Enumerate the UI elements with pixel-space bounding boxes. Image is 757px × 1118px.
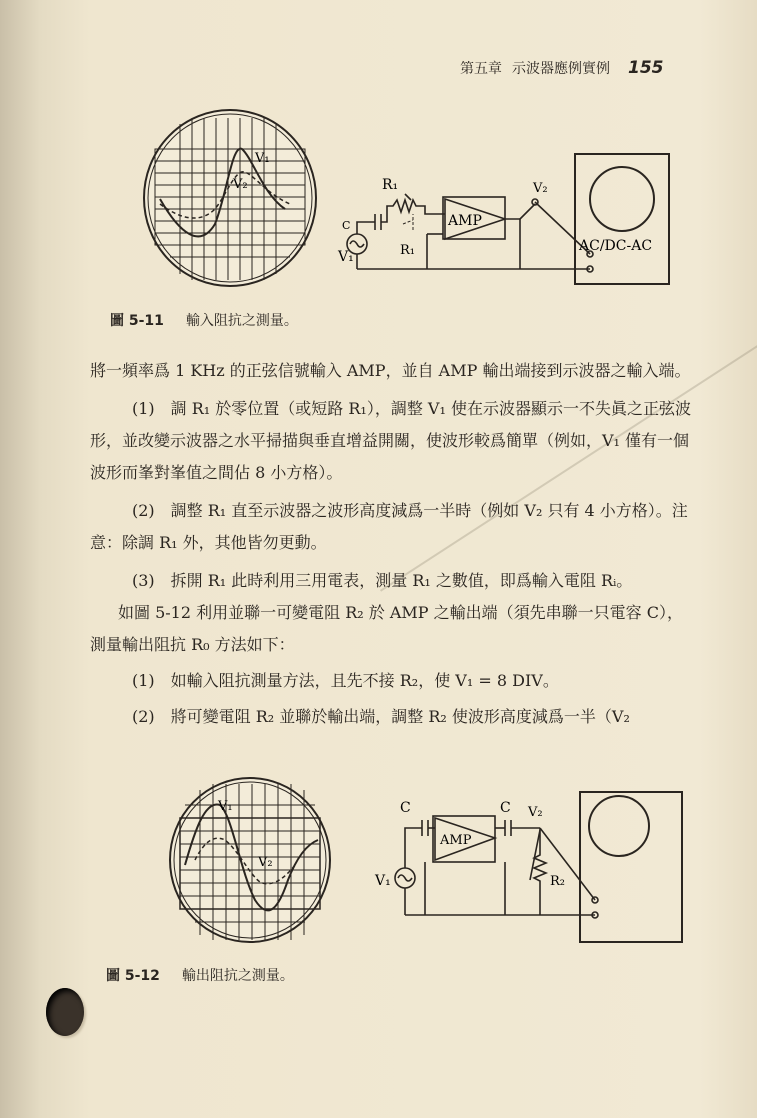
- caption-text: 輸入阻抗之測量。: [185, 313, 298, 329]
- step-1: (1) 調 R₁ 於零位置（或短路 R₁），調整 V₁ 使在示波器顯示一不失眞之正弦波形，並改變示波器之水平掃描與垂直增益開關，使波形較爲簡單（例如，V₁ 僅有一個波形而峯對峯值之間佔 8 小方格）。: [90, 399, 691, 482]
- label-v1-source: V₁: [375, 873, 391, 889]
- caption-text: 輸出阻抗之測量。: [181, 968, 294, 984]
- step-3: (3) 拆開 R₁ 此時利用三用電表，測量 R₁ 之數值，即爲輸入電阻 Rᵢ。: [132, 571, 633, 590]
- label-scope-mode: AC/DC-AC: [579, 238, 653, 254]
- label-v1-trace: V₁: [218, 799, 233, 814]
- caption-number: 圖 5-12: [106, 968, 160, 984]
- page-number: 155: [628, 58, 664, 78]
- label-amp: AMP: [440, 833, 472, 848]
- label-c: C: [342, 219, 351, 232]
- label-c-in: C: [400, 800, 411, 816]
- scope-screen-1: [144, 110, 316, 286]
- label-v1-trace: V₁: [255, 151, 270, 166]
- label-c-out: C: [500, 800, 511, 816]
- circuit-5-11: [347, 154, 669, 284]
- label-v2-trace: V₂: [233, 177, 248, 192]
- intro-paragraph: 將一頻率爲 1 KHz 的正弦信號輸入 AMP，並自 AMP 輸出端接到示波器之輸入端。: [90, 361, 691, 380]
- figure-5-12-caption: [106, 965, 294, 985]
- running-header: [460, 58, 710, 82]
- output-intro: 如圖 5-12 利用並聯一可變電阻 R₂ 於 AMP 之輸出端（須先串聯一只電容 C），測量輸出阻抗 R₀ 方法如下：: [90, 603, 683, 654]
- body-text: [90, 355, 695, 733]
- label-v2-out: V₂: [528, 805, 543, 820]
- binding-punch-hole: [46, 988, 84, 1036]
- label-r2: R₂: [550, 874, 565, 889]
- step-2: (2) 調整 R₁ 直至示波器之波形高度減爲一半時（例如 V₂ 只有 4 小方格）。注意：除調 R₁ 外，其他皆勿更動。: [90, 501, 688, 552]
- out-step-1: (1) 如輸入阻抗測量方法，且先不接 R₂，使 V₁ = 8 DIV。: [132, 671, 559, 690]
- label-r1-alt: R₁: [400, 243, 415, 258]
- chapter-label: 第五章: [460, 61, 502, 77]
- section-title: 示波器應例實例: [512, 61, 610, 77]
- figure-5-11-caption: [110, 310, 298, 330]
- figure-5-12: [160, 770, 690, 950]
- figure-5-11: [135, 104, 695, 304]
- label-r1: R₁: [382, 177, 399, 193]
- label-amp: AMP: [448, 213, 482, 229]
- caption-number: 圖 5-11: [110, 313, 164, 329]
- label-v1-source: V₁: [338, 249, 354, 265]
- label-v2-out: V₂: [533, 181, 548, 196]
- out-step-2: (2) 將可變電阻 R₂ 並聯於輸出端，調整 R₂ 使波形高度減爲一半（V₂: [132, 707, 630, 726]
- scope-screen-2: [170, 778, 330, 942]
- label-v2-trace: V₂: [258, 855, 273, 870]
